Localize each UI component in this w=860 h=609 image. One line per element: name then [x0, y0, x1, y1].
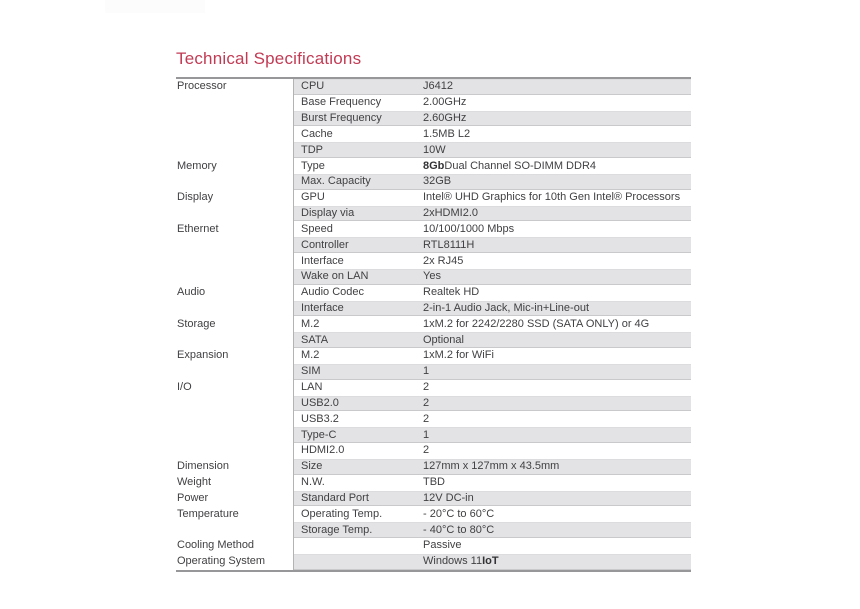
table-row	[176, 221, 691, 237]
table-row	[176, 459, 691, 475]
key-cell: SIM	[293, 364, 423, 380]
key-cell: Base Frequency	[301, 96, 382, 109]
spec-rows	[176, 79, 691, 570]
column-divider	[293, 79, 294, 570]
page-title: Technical Specifications	[176, 49, 362, 69]
value-cell: 10/100/1000 Mbps	[423, 222, 515, 235]
scan-artifact	[105, 0, 205, 13]
key-cell: Interface	[301, 254, 344, 267]
category-cell	[176, 174, 293, 190]
key-cell: M.2	[301, 349, 320, 362]
key-cell: GPU	[301, 191, 325, 204]
table-row	[176, 332, 691, 348]
category-cell	[176, 253, 293, 269]
value-cell: Windows 11 IoT	[423, 554, 691, 570]
table-row	[176, 301, 691, 317]
category-cell	[176, 364, 293, 380]
key-cell: USB2.0	[293, 396, 423, 412]
key-cell: Operating Temp.	[301, 507, 383, 520]
category-cell	[176, 111, 293, 127]
category-cell: Audio	[177, 286, 206, 299]
value-cell: Yes	[423, 269, 691, 285]
category-cell	[176, 411, 293, 427]
table-row	[176, 79, 691, 95]
key-cell: Audio Codec	[301, 286, 364, 299]
value-cell: 127mm x 127mm x 43.5mm	[423, 459, 691, 475]
key-cell: Wake on LAN	[293, 269, 423, 285]
value-cell: 8Gb Dual Channel SO-DIMM DDR4	[423, 159, 597, 172]
value-cell: Passive	[423, 539, 462, 552]
table-row	[176, 253, 691, 269]
key-cell: HDMI2.0	[301, 444, 345, 457]
table-row	[176, 554, 691, 570]
category-cell	[176, 206, 293, 222]
key-cell: Burst Frequency	[293, 111, 423, 127]
table-row	[176, 475, 691, 491]
table-row	[176, 158, 691, 174]
category-cell: Ethernet	[177, 222, 219, 235]
category-cell	[176, 427, 293, 443]
key-cell: Interface	[293, 301, 423, 317]
table-row	[176, 522, 691, 538]
value-cell: Intel® UHD Graphics for 10th Gen Intel® Processors	[423, 191, 681, 204]
value-cell: 1	[423, 364, 691, 380]
category-cell: I/O	[177, 381, 192, 394]
key-cell: LAN	[301, 381, 323, 394]
value-cell: 2	[423, 396, 691, 412]
table-row	[176, 380, 691, 396]
value-cell: RTL8111H	[423, 237, 691, 253]
value-cell: 2.60GHz	[423, 111, 691, 127]
value-cell: - 40°C to 80°C	[423, 522, 691, 538]
value-cell: 12V DC-in	[423, 491, 691, 507]
key-cell: Storage Temp.	[293, 522, 423, 538]
table-row	[176, 206, 691, 222]
value-cell: 32GB	[423, 174, 691, 190]
value-cell: 2-in-1 Audio Jack, Mic-in+Line-out	[423, 301, 691, 317]
value-cell: 1xM.2 for WiFi	[423, 349, 494, 362]
category-cell: Processor	[177, 80, 227, 93]
value-cell: TBD	[423, 476, 445, 489]
category-cell	[176, 522, 293, 538]
category-cell	[176, 142, 293, 158]
value-cell: 1.5MB L2	[423, 127, 471, 140]
category-cell	[176, 443, 293, 459]
table-row	[176, 538, 691, 554]
spec-table	[176, 77, 691, 572]
table-row	[176, 364, 691, 380]
key-cell: USB3.2	[301, 412, 339, 425]
key-cell: TDP	[293, 142, 423, 158]
key-cell: Standard Port	[293, 491, 423, 507]
category-cell	[176, 396, 293, 412]
table-row	[176, 126, 691, 142]
table-row	[176, 142, 691, 158]
category-cell: Expansion	[177, 349, 229, 362]
key-cell: M.2	[301, 317, 320, 330]
value-cell: 2x RJ45	[423, 254, 464, 267]
category-cell: Dimension	[177, 460, 229, 473]
key-cell	[293, 538, 423, 554]
value-cell: 1xM.2 for 2242/2280 SSD (SATA ONLY) or 4G	[423, 317, 650, 330]
category-cell	[176, 301, 293, 317]
key-cell: CPU	[293, 79, 423, 95]
value-cell: 10W	[423, 142, 691, 158]
table-row	[176, 269, 691, 285]
key-cell: Speed	[301, 222, 333, 235]
table-row	[176, 411, 691, 427]
table-row	[176, 285, 691, 301]
key-cell: Display via	[293, 206, 423, 222]
table-row	[176, 174, 691, 190]
value-cell: Optional	[423, 332, 691, 348]
category-cell: Temperature	[177, 507, 239, 520]
key-cell: Cache	[301, 127, 333, 140]
table-row	[176, 506, 691, 522]
category-cell: Weight	[177, 476, 212, 489]
table-row	[176, 491, 691, 507]
value-cell: 2.00GHz	[423, 96, 467, 109]
category-cell	[176, 332, 293, 348]
table-row	[176, 111, 691, 127]
table-row	[176, 95, 691, 111]
value-cell: 2	[423, 381, 430, 394]
category-cell: Memory	[177, 159, 217, 172]
value-cell: 1	[423, 427, 691, 443]
key-cell: Type	[301, 159, 325, 172]
value-cell: 2	[423, 444, 430, 457]
table-row	[176, 396, 691, 412]
value-cell: J6412	[423, 79, 691, 95]
value-cell: Realtek HD	[423, 286, 480, 299]
category-cell	[176, 269, 293, 285]
table-row	[176, 316, 691, 332]
key-cell: Type-C	[293, 427, 423, 443]
key-cell	[293, 554, 423, 570]
category-cell	[176, 126, 293, 142]
category-cell: Power	[177, 491, 209, 504]
table-row	[176, 348, 691, 364]
category-cell	[176, 237, 293, 253]
value-cell: 2xHDMI2.0	[423, 206, 691, 222]
category-cell: Display	[177, 191, 214, 204]
key-cell: Size	[293, 459, 423, 475]
table-row	[176, 237, 691, 253]
table-row	[176, 427, 691, 443]
value-cell: - 20°C to 60°C	[423, 507, 495, 520]
table-row	[176, 190, 691, 206]
key-cell: Controller	[293, 237, 423, 253]
key-cell: N.W.	[301, 476, 325, 489]
category-cell	[176, 95, 293, 111]
category-cell: Storage	[177, 317, 216, 330]
value-cell: 2	[423, 412, 430, 425]
table-row	[176, 443, 691, 459]
category-cell: Operating System	[177, 555, 266, 568]
key-cell: Max. Capacity	[293, 174, 423, 190]
category-cell: Cooling Method	[177, 539, 255, 552]
key-cell: SATA	[293, 332, 423, 348]
